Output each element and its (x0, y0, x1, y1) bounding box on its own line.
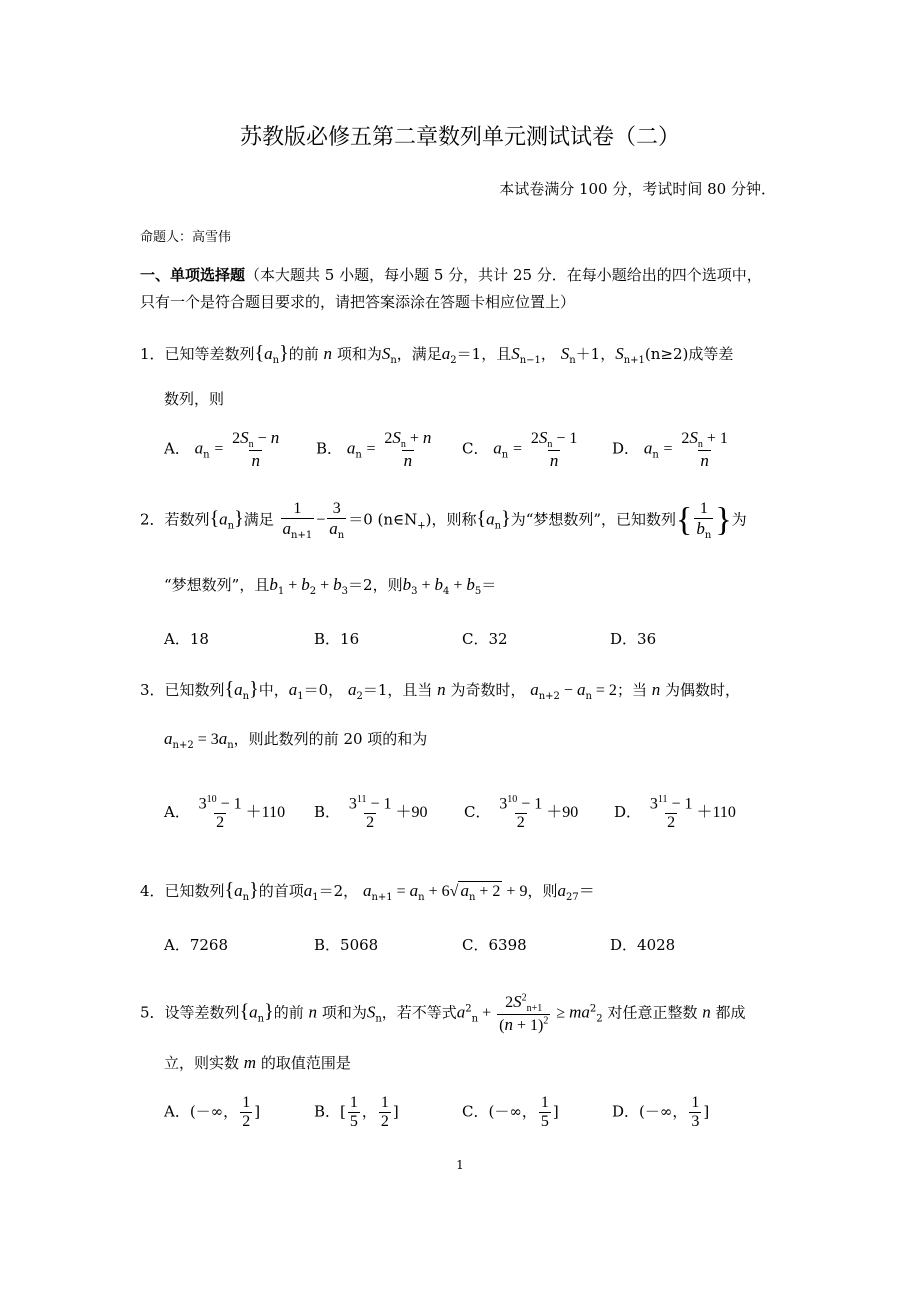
author-line: 命题人：高雪伟 (140, 230, 232, 245)
q5-option-d: D．(－∞， $\frac{1}{3}$ ] (612, 1094, 710, 1130)
q3-option-b: B． $\frac{3^{11} - 1}{2}$ ＋90 (314, 794, 428, 832)
question-3-line2: $a_{n+2} = 3a_n$，则此数列的前 20 项的和为 (164, 729, 428, 751)
exam-info: 本试卷满分 100 分，考试时间 80 分钟． (499, 180, 776, 198)
q4-option-a: A．7268 (164, 936, 229, 954)
question-5-stem: 5．设等差数列$\{a_n\}$的前 n 项和为$S_n$，若不等式$a^2_n$ + $\frac{2S^2_{n+1}}{(n + 1)^2}$ ≥ $ma^2_2$ 对任意正整数 n 都成 (140, 992, 746, 1035)
q1-option-d: D． $a_n$ = $\frac{2S_n + 1}{n}$ (612, 428, 728, 471)
q3-option-c: C． $\frac{3^{10} - 1}{2}$ ＋90 (464, 794, 579, 832)
q4-option-d: D．4028 (610, 936, 676, 954)
question-1-line2: 数列，则 (164, 390, 225, 408)
section-desc-2: 只有一个是符合题目要求的，请把答案添涂在答题卡相应位置上） (140, 293, 576, 311)
section-desc-1: （本大题共 5 小题，每小题 5 分，共计 25 分．在每小题给出的四个选项中， (245, 266, 762, 284)
q2-option-d: D．36 (610, 630, 657, 648)
q1-option-b: B． $a_n$ = $\frac{2S_n + n}{n}$ (316, 428, 432, 471)
q1-option-c: C． $a_n$ = $\frac{2S_n - 1}{n}$ (462, 428, 578, 471)
q3-option-d: D． $\frac{3^{11} - 1}{2}$ ＋110 (614, 794, 736, 832)
q2-option-b: B．16 (314, 630, 360, 648)
q4-option-b: B．5068 (314, 936, 379, 954)
question-2-stem: 2．若数列$\{a_n\}$满足 $\frac{1}{a_{n+1}}$ − $\frac{3}{a_n}$ ＝0 $(n\in N_+)$，则称$\{a_n\}$为“梦想数列”，已知数列{ $\frac{1}{b_n}$ }为 (140, 500, 747, 541)
q2-option-c: C．32 (462, 630, 508, 648)
question-3-stem: 3．已知数列$\{a_n\}$中，$a_1=0$， $a_2=1$，且当 n 为奇数时， $a_{n+2} - a_n = 2$；当 n 为偶数时， (140, 678, 741, 702)
question-4-stem: 4．已知数列$\{a_n\}$的首项$a_1=2$， $a_{n+1} = a_n + 6√$ $a_n + 2 + 9$，则$a_{27}=$ (140, 879, 595, 903)
q5-option-a: A．(－∞， $\frac{1}{2}$ ] (164, 1094, 261, 1130)
q5-option-c: C．(－∞， $\frac{1}{5}$ ] (462, 1094, 559, 1130)
q3-option-a: A． $\frac{3^{10} - 1}{2}$ ＋110 (164, 794, 286, 832)
q4-option-c: C．6398 (462, 936, 527, 954)
q2-option-a: A．18 (164, 630, 209, 648)
page-title: 苏教版必修五第二章数列单元测试试卷（二） (239, 125, 680, 150)
q5-option-b: B．[ $\frac{1}{5}$ ， $\frac{1}{2}$ ] (314, 1094, 399, 1130)
section-heading: 一、单项选择题 (140, 266, 246, 284)
question-2-line2: “梦想数列”，且$b_1 + b_2 + b_3=2$，则$b_3 + b_4 + b_5=$ (164, 575, 497, 597)
question-5-line2: 立，则实数 m 的取值范围是 (164, 1053, 351, 1072)
question-1-stem: 1．已知等差数列$\{a_n\}$的前 n 项和为$S_n$，满足$a_2=1$，且$S_{n-1}$， $S_n+1$，$S_{n+1}(n\ge 2)$成等差 (140, 342, 734, 366)
section-heading-block (140, 262, 762, 316)
page-number: 1 (456, 1158, 464, 1172)
q1-option-a: A． $a_n$ = $\frac{2S_n - n}{n}$ (164, 428, 280, 471)
